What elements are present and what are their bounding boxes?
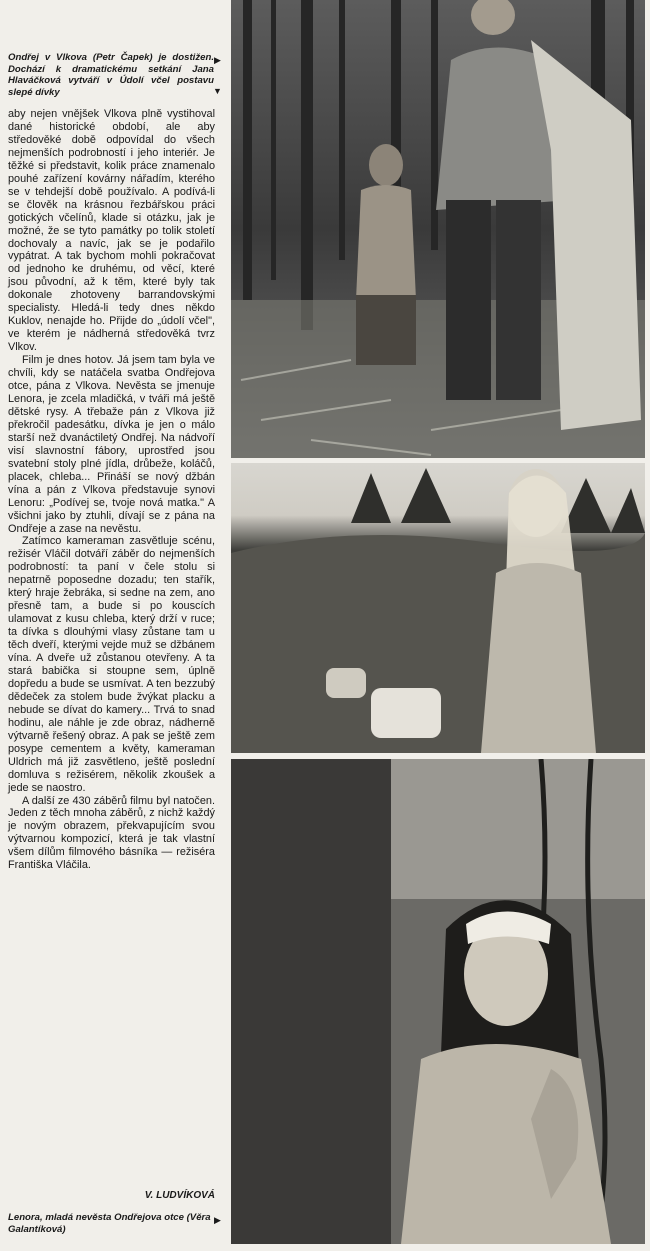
arrow-right-icon: ▶ [214, 55, 221, 65]
photo-caption-bottom: Lenora, mladá nevěsta Ondřejova otce (Věra Galantíková) [8, 1212, 211, 1235]
article-paragraph: Film je dnes hotov. Já jsem tam byla ve chvíli, kdy se natáčela svatba Ondřejova otce, pána z Vlkova. Nevěsta se jmenuje Lenora, je zcela mladičká, v tváři má ještě dětské rysy. A třebaže pán z Vlkova již překročil padesátku, dívka je jen o málo starší než dvanáctiletý Ondřej. Na nádvoří visí slavnostní fábory, uprostřed jsou svatební stoly plné jídla, drůbeže, koláčů, placek, chleba... Přináší se nový džbán vína a pán z Vlkova představuje synovi Lenoru: „Podívej se, tvoje nová matka." A všichni jako by ztuhli, dívají se z pána na Ondřeje a zase na nevěstu. [8, 354, 215, 535]
article-paragraph: A další ze 430 záběrů filmu byl natočen. Jeden z těch mnoha záběrů, z nichž každý je novým obrazem, překvapujícím svou výtvarnou kompozicí, která je tak vlastní všem dílům filmového básníka — režiséra Františka Vláčila. [8, 794, 215, 872]
photo-portrait-headband-image [231, 759, 645, 1244]
arrow-right-icon: ▶ [214, 1215, 221, 1225]
photo-forest-scene-image [231, 0, 645, 458]
article-body [8, 108, 215, 872]
photo-portrait-headband [231, 759, 645, 1244]
photo-meadow-scene-image [231, 463, 645, 753]
photo-caption-top: Ondřej v Vlkova (Petr Čapek) je dostižen. Dochází k dramatickému setkání Jana Hlaváčková vytváří v Údolí včel postavu slepé dívky [8, 52, 214, 98]
arrow-down-icon: ▼ [213, 86, 222, 96]
photo-meadow-scene [231, 463, 645, 753]
article-paragraph: aby nejen vnějšek Vlkova plně vystihoval dané historické období, ale aby středověké době odpovídal do všech nejmenších podrobností i jeho interiér. Je těžké si představit, kolik práce znamenalo pouhé zařízení kovárny nářadím, kterého se v tehdejší době používalo. A podívá-li se člověk na krásnou řezbářskou práci gotických včelínů, klade si otázku, jak je možné, že se tyto památky po tolik století dochovaly a navíc, jak se je podařilo vypátrat. A tak bychom mohli pokračovat od jednoho ke druhému, od věcí, které jsou původní, až k těm, které byly tak dokonale zhotoveny barrandovskými specialisty. Hledá-li tedy dnes někdo Kuklov, nenajde ho. Přijde do „údolí včel", ve kterém je nádherná středověká tvrz Vlkov. [8, 108, 215, 354]
text-column [0, 0, 226, 1251]
article-author: V. LUDVÍKOVÁ [144, 1190, 215, 1201]
photo-forest-scene [231, 0, 645, 458]
article-paragraph: Zatímco kameraman zasvětluje scénu, režisér Vláčil dotváří záběr do nejmenších podrobností: ta paní v čele stolu si nepatrně poposedne dozadu; ten stařík, který hraje žebráka, si sedne na zem, ano přesně tam, a bude si po kouscích ulamovat z kusu chleba, který drží v ruce; ta dívka s dlouhými vlasy zůstane tam u těch dveří, kterými vejde muž se džbánem vína. A dveře už zůstanou otevřeny. A ta stará babička si stoupne sem, úplně dopředu a bude se usmívat. A ten bezzubý dědeček za stolem bude žvýkat placku a nebude se dívat do kamery... Trvá to snad hodinu, ale náhle je zde obraz, nádherně výtvarně řešený obraz. A pak se ještě zem posype cementem a květy, kameraman Uldrich má již zasvětleno, ještě poslední domluva s režisérem, několik zkoušek a jede se naostro. [8, 535, 215, 794]
